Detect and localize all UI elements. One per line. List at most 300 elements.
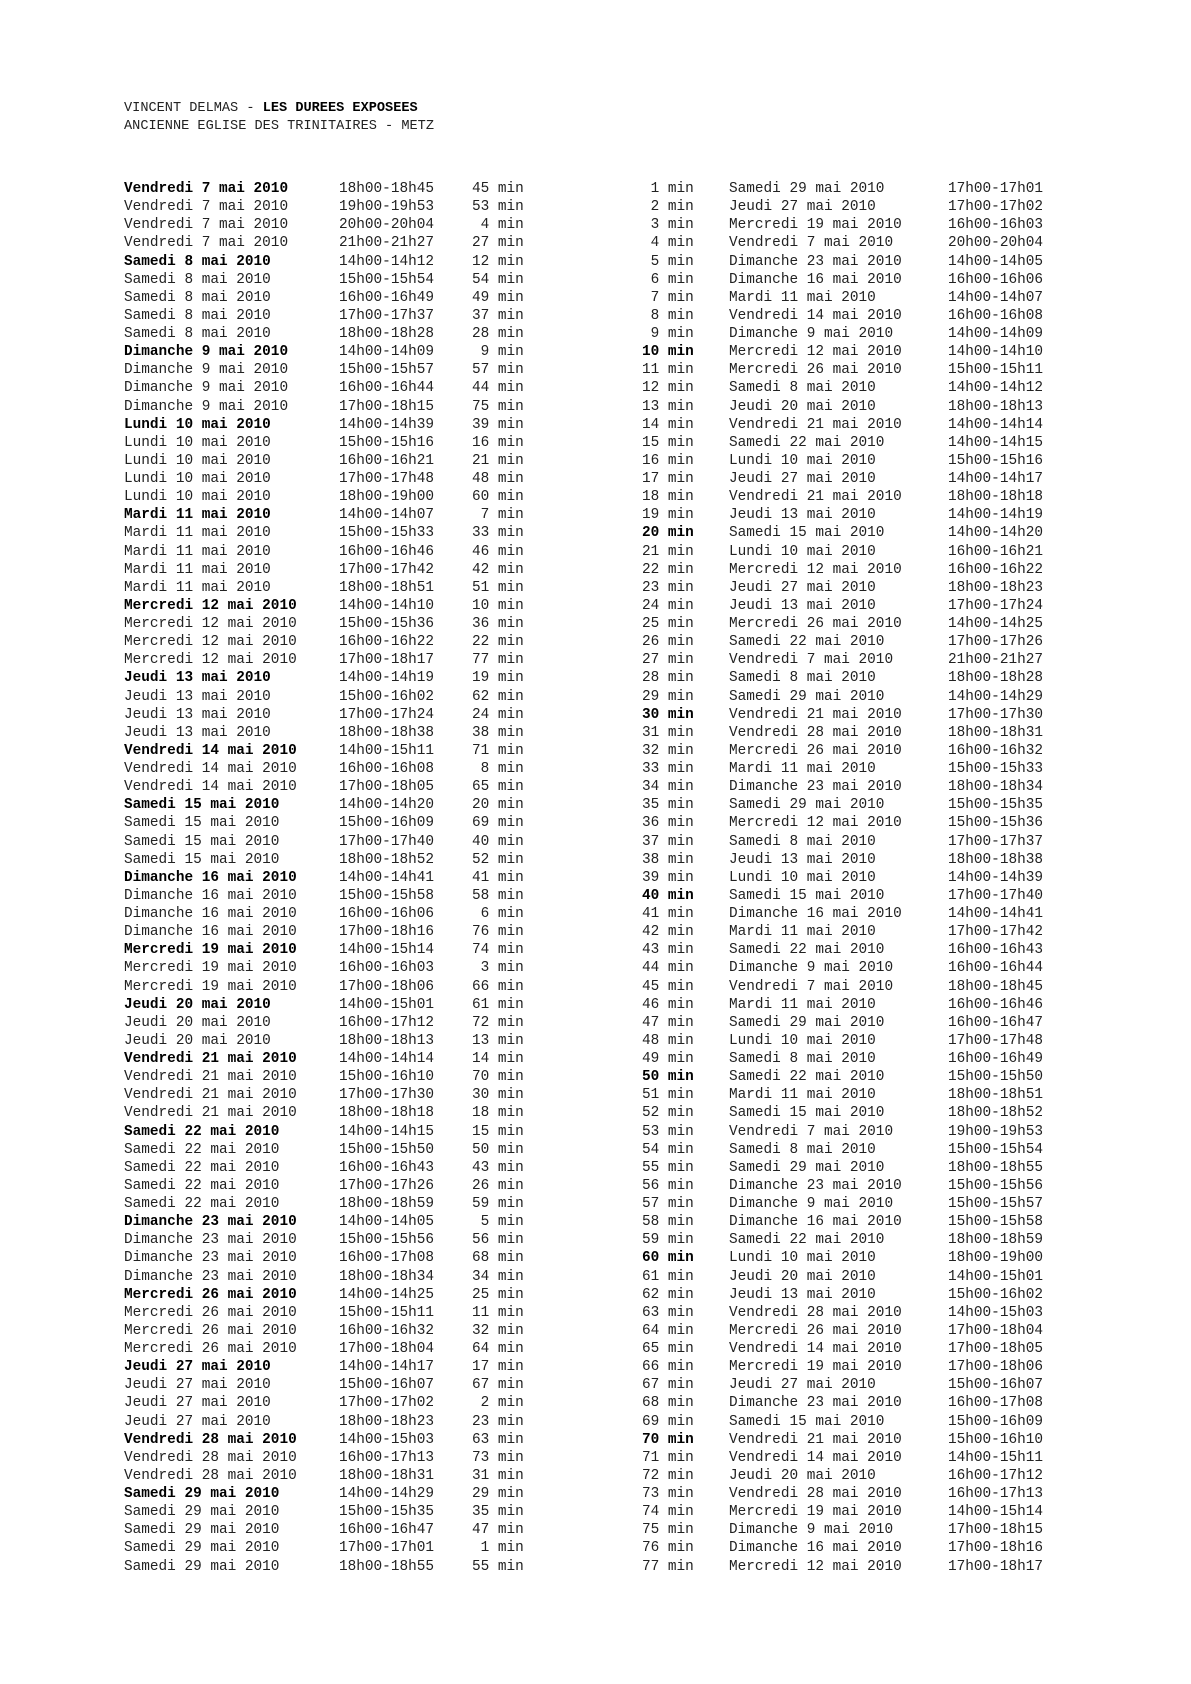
time-slot: 18h00-18h55	[948, 1159, 1043, 1176]
duration-row	[642, 1431, 1062, 1449]
day-label: Vendredi 14 mai 2010	[729, 1449, 902, 1466]
duration-value: 74 min	[642, 1504, 694, 1521]
schedule-row	[124, 253, 544, 271]
duration-value: 29 min	[642, 688, 694, 705]
duration-value: 58 min	[642, 1214, 694, 1231]
time-slot: 17h00-18h17	[339, 652, 434, 669]
day-label: Lundi 10 mai 2010	[124, 416, 271, 433]
time-slot: 18h00-19h00	[948, 1250, 1043, 1267]
time-slot: 17h00-17h02	[948, 199, 1043, 216]
time-slot: 14h00-14h07	[339, 507, 434, 524]
time-slot: 18h00-18h59	[948, 1232, 1043, 1249]
duration-value: 31 min	[642, 724, 694, 741]
duration-value: 47 min	[472, 1522, 524, 1539]
duration-row	[642, 434, 1062, 452]
time-slot: 14h00-14h10	[339, 597, 434, 614]
schedule-row	[124, 216, 544, 234]
duration-value: 59 min	[472, 1196, 524, 1212]
day-label: Jeudi 27 mai 2010	[729, 199, 876, 216]
duration-value: 43 min	[642, 942, 694, 959]
day-label: Mercredi 19 mai 2010	[729, 1504, 902, 1521]
day-label: Jeudi 20 mai 2010	[124, 1032, 271, 1049]
duration-row	[642, 198, 1062, 216]
duration-value: 69 min	[472, 815, 524, 832]
day-label: Samedi 22 mai 2010	[124, 1159, 280, 1176]
duration-row	[642, 307, 1062, 325]
schedule-row	[124, 1195, 544, 1213]
day-label: Lundi 10 mai 2010	[124, 452, 271, 469]
duration-value: 63 min	[642, 1304, 694, 1321]
duration-row	[642, 343, 1062, 361]
duration-row	[642, 633, 1062, 651]
duration-row	[642, 941, 1062, 959]
time-slot: 18h00-19h00	[339, 489, 434, 506]
day-label: Vendredi 14 mai 2010	[124, 742, 297, 759]
time-slot: 18h00-18h51	[948, 1087, 1043, 1104]
day-label: Samedi 8 mai 2010	[729, 1051, 876, 1067]
day-label: Dimanche 9 mai 2010	[729, 326, 894, 342]
schedule-row	[124, 506, 544, 524]
time-slot: 17h00-17h42	[339, 561, 434, 578]
day-label: Mercredi 19 mai 2010	[124, 960, 297, 977]
day-label: Vendredi 21 mai 2010	[124, 1069, 297, 1086]
day-label: Samedi 8 mai 2010	[729, 1141, 876, 1158]
duration-value: 39 min	[642, 869, 694, 886]
day-label: Dimanche 9 mai 2010	[729, 960, 894, 977]
duration-value: 18 min	[642, 489, 694, 506]
time-slot: 16h00-16h03	[948, 217, 1043, 234]
schedule-row	[124, 778, 544, 796]
duration-value: 10 min	[472, 597, 524, 614]
duration-value: 56 min	[472, 1232, 524, 1249]
time-slot: 17h00-17h01	[948, 181, 1043, 197]
duration-value: 74 min	[472, 942, 524, 959]
duration-row	[642, 325, 1062, 343]
duration-value: 24 min	[642, 597, 694, 614]
duration-value: 45 min	[472, 181, 524, 197]
day-label: Mardi 11 mai 2010	[124, 543, 271, 560]
duration-value: 61 min	[472, 996, 524, 1013]
duration-value: 35 min	[472, 1504, 524, 1521]
day-label: Dimanche 23 mai 2010	[729, 1177, 902, 1194]
day-label: Samedi 29 mai 2010	[124, 1522, 280, 1539]
day-label: Dimanche 16 mai 2010	[124, 887, 297, 904]
day-label: Samedi 29 mai 2010	[729, 1014, 885, 1031]
time-slot: 18h00-18h28	[948, 670, 1043, 687]
duration-value: 8 min	[472, 761, 524, 777]
time-slot: 14h00-15h14	[948, 1504, 1043, 1521]
day-label: Samedi 22 mai 2010	[729, 1232, 885, 1249]
duration-value: 66 min	[472, 978, 524, 995]
time-slot: 17h00-18h16	[948, 1540, 1043, 1557]
duration-value: 2 min	[642, 199, 694, 216]
duration-row	[642, 1050, 1062, 1068]
time-slot: 16h00-17h12	[948, 1467, 1043, 1484]
duration-value: 27 min	[642, 652, 694, 669]
time-slot: 18h00-18h28	[339, 326, 434, 342]
duration-value: 57 min	[472, 362, 524, 379]
time-slot: 18h00-18h38	[948, 851, 1043, 868]
duration-row	[642, 833, 1062, 851]
duration-value: 73 min	[472, 1449, 524, 1466]
duration-value: 14 min	[642, 416, 694, 433]
day-label: Dimanche 9 mai 2010	[124, 362, 289, 379]
time-slot: 15h00-15h56	[339, 1232, 434, 1249]
time-slot: 15h00-16h09	[948, 1413, 1043, 1430]
time-slot: 17h00-18h17	[948, 1558, 1043, 1575]
time-slot: 17h00-17h48	[948, 1032, 1043, 1049]
day-label: Samedi 22 mai 2010	[729, 1069, 885, 1086]
time-slot: 18h00-18h34	[948, 779, 1043, 796]
day-label: Mercredi 26 mai 2010	[729, 616, 902, 632]
duration-row	[642, 959, 1062, 977]
duration-row	[642, 452, 1062, 470]
day-label: Mercredi 26 mai 2010	[124, 1304, 297, 1321]
duration-value: 1 min	[472, 1540, 524, 1557]
schedule-row	[124, 597, 544, 615]
duration-row	[642, 1249, 1062, 1267]
duration-value: 15 min	[642, 434, 694, 451]
duration-value: 10 min	[642, 344, 694, 361]
day-label: Dimanche 16 mai 2010	[124, 924, 297, 941]
time-slot: 17h00-18h16	[339, 924, 434, 941]
schedule-row	[124, 1521, 544, 1539]
duration-value: 54 min	[472, 271, 524, 288]
duration-row	[642, 1539, 1062, 1557]
time-slot: 16h00-17h13	[339, 1449, 434, 1466]
duration-row	[642, 978, 1062, 996]
time-slot: 16h00-16h32	[339, 1322, 434, 1339]
schedule-row	[124, 1086, 544, 1104]
duration-row	[642, 1304, 1062, 1322]
day-label: Samedi 15 mai 2010	[729, 525, 885, 542]
duration-value: 50 min	[472, 1141, 524, 1158]
duration-value: 57 min	[642, 1196, 694, 1212]
day-label: Mardi 11 mai 2010	[729, 761, 876, 777]
day-label: Vendredi 28 mai 2010	[729, 724, 902, 741]
schedule-row	[124, 1268, 544, 1286]
schedule-row	[124, 289, 544, 307]
time-slot: 17h00-18h06	[948, 1359, 1043, 1376]
duration-value: 13 min	[472, 1032, 524, 1049]
day-label: Lundi 10 mai 2010	[729, 452, 876, 469]
duration-row	[642, 1286, 1062, 1304]
duration-value: 22 min	[642, 561, 694, 578]
time-slot: 18h00-18h31	[339, 1467, 434, 1484]
time-slot: 17h00-17h01	[339, 1540, 434, 1557]
day-label: Jeudi 27 mai 2010	[124, 1359, 271, 1376]
duration-value: 73 min	[642, 1486, 694, 1502]
duration-value: 15 min	[472, 1123, 524, 1140]
day-label: Vendredi 28 mai 2010	[124, 1467, 297, 1484]
day-label: Samedi 15 mai 2010	[729, 887, 885, 904]
venue-line: ANCIENNE EGLISE DES TRINITAIRES - METZ	[124, 119, 434, 134]
duration-row	[642, 1413, 1062, 1431]
time-slot: 20h00-20h04	[948, 235, 1043, 252]
day-label: Vendredi 7 mai 2010	[124, 199, 289, 216]
day-label: Mercredi 12 mai 2010	[124, 652, 297, 669]
schedule-row	[124, 579, 544, 597]
schedule-row	[124, 1141, 544, 1159]
duration-row	[642, 543, 1062, 561]
day-label: Vendredi 14 mai 2010	[729, 307, 902, 324]
day-label: Mercredi 19 mai 2010	[729, 1359, 902, 1376]
schedule-row	[124, 180, 544, 198]
duration-row	[642, 180, 1062, 198]
duration-value: 48 min	[642, 1032, 694, 1049]
duration-value: 32 min	[642, 742, 694, 759]
day-label: Jeudi 13 mai 2010	[124, 688, 271, 705]
day-label: Vendredi 7 mai 2010	[729, 978, 894, 995]
duration-value: 34 min	[472, 1268, 524, 1285]
duration-value: 60 min	[642, 1250, 694, 1267]
time-slot: 17h00-17h24	[948, 597, 1043, 614]
day-label: Samedi 8 mai 2010	[729, 380, 876, 397]
time-slot: 16h00-17h12	[339, 1014, 434, 1031]
time-slot: 17h00-17h26	[339, 1177, 434, 1194]
time-slot: 16h00-16h08	[339, 761, 434, 777]
exhibition-title: LES DUREES EXPOSEES	[262, 101, 418, 116]
duration-row	[642, 1195, 1062, 1213]
day-label: Dimanche 16 mai 2010	[729, 906, 902, 922]
day-label: Mardi 11 mai 2010	[124, 507, 271, 524]
schedule-row	[124, 796, 544, 814]
duration-value: 9 min	[472, 344, 524, 361]
duration-value: 37 min	[642, 833, 694, 850]
day-label: Samedi 29 mai 2010	[124, 1540, 280, 1557]
duration-value: 9 min	[642, 326, 694, 342]
duration-value: 17 min	[472, 1359, 524, 1376]
time-slot: 18h00-18h18	[948, 489, 1043, 506]
time-slot: 18h00-18h23	[948, 579, 1043, 596]
duration-row	[642, 669, 1062, 687]
duration-value: 40 min	[642, 887, 694, 904]
duration-value: 20 min	[472, 797, 524, 814]
day-label: Samedi 22 mai 2010	[124, 1177, 280, 1194]
duration-row	[642, 1376, 1062, 1394]
day-label: Vendredi 21 mai 2010	[124, 1105, 297, 1122]
time-slot: 16h00-16h49	[948, 1051, 1043, 1067]
duration-value: 44 min	[472, 380, 524, 397]
day-label: Vendredi 7 mai 2010	[729, 1123, 894, 1140]
duration-value: 36 min	[472, 616, 524, 632]
schedule-row	[124, 851, 544, 869]
duration-row	[642, 814, 1062, 832]
day-label: Vendredi 14 mai 2010	[729, 1341, 902, 1357]
schedule-row	[124, 941, 544, 959]
schedule-row	[124, 1159, 544, 1177]
duration-row	[642, 1268, 1062, 1286]
schedule-row	[124, 1304, 544, 1322]
day-label: Mercredi 26 mai 2010	[729, 1322, 902, 1339]
duration-value: 76 min	[472, 924, 524, 941]
time-slot: 14h00-15h03	[339, 1431, 434, 1448]
time-slot: 15h00-15h11	[339, 1304, 434, 1321]
duration-row	[642, 887, 1062, 905]
time-slot: 14h00-14h09	[948, 326, 1043, 342]
schedule-row	[124, 742, 544, 760]
day-label: Vendredi 7 mai 2010	[124, 181, 289, 197]
time-slot: 17h00-18h04	[948, 1322, 1043, 1339]
time-slot: 14h00-14h41	[948, 906, 1043, 922]
duration-value: 34 min	[642, 779, 694, 796]
day-label: Samedi 22 mai 2010	[729, 634, 885, 651]
duration-value: 26 min	[472, 1177, 524, 1194]
duration-row	[642, 651, 1062, 669]
day-label: Jeudi 20 mai 2010	[124, 1014, 271, 1031]
time-slot: 18h00-18h38	[339, 724, 434, 741]
duration-row	[642, 1123, 1062, 1141]
duration-value: 4 min	[642, 235, 694, 252]
time-slot: 19h00-19h53	[948, 1123, 1043, 1140]
duration-value: 45 min	[642, 978, 694, 995]
time-slot: 15h00-15h16	[948, 452, 1043, 469]
day-label: Samedi 15 mai 2010	[124, 815, 280, 832]
duration-value: 49 min	[642, 1051, 694, 1067]
duration-value: 23 min	[642, 579, 694, 596]
day-label: Mardi 11 mai 2010	[729, 996, 876, 1013]
day-label: Mercredi 26 mai 2010	[729, 742, 902, 759]
schedule-row	[124, 1376, 544, 1394]
duration-value: 25 min	[472, 1286, 524, 1303]
day-label: Mercredi 19 mai 2010	[124, 942, 297, 959]
day-label: Dimanche 23 mai 2010	[124, 1250, 297, 1267]
duration-value: 21 min	[472, 452, 524, 469]
duration-value: 3 min	[642, 217, 694, 234]
time-slot: 14h00-14h17	[339, 1359, 434, 1376]
duration-value: 7 min	[472, 507, 524, 524]
duration-value: 52 min	[642, 1105, 694, 1122]
time-slot: 17h00-17h37	[948, 833, 1043, 850]
duration-value: 77 min	[472, 652, 524, 669]
day-label: Vendredi 28 mai 2010	[124, 1431, 297, 1448]
time-slot: 15h00-15h57	[339, 362, 434, 379]
schedule-row	[124, 1503, 544, 1521]
time-slot: 14h00-14h09	[339, 344, 434, 361]
duration-value: 70 min	[472, 1069, 524, 1086]
duration-value: 3 min	[472, 960, 524, 977]
time-slot: 17h00-18h05	[948, 1341, 1043, 1357]
day-label: Vendredi 7 mai 2010	[124, 235, 289, 252]
schedule-row	[124, 1014, 544, 1032]
duration-value: 59 min	[642, 1232, 694, 1249]
day-label: Samedi 8 mai 2010	[124, 289, 271, 306]
duration-row	[642, 923, 1062, 941]
schedule-row	[124, 1249, 544, 1267]
day-label: Samedi 15 mai 2010	[729, 1413, 885, 1430]
duration-value: 46 min	[642, 996, 694, 1013]
day-label: Mercredi 26 mai 2010	[124, 1322, 297, 1339]
day-label: Samedi 8 mai 2010	[124, 271, 271, 288]
time-slot: 18h00-18h18	[339, 1105, 434, 1122]
duration-row	[642, 996, 1062, 1014]
time-slot: 14h00-14h15	[339, 1123, 434, 1140]
duration-value: 5 min	[472, 1214, 524, 1231]
time-slot: 18h00-18h55	[339, 1558, 434, 1575]
duration-row	[642, 851, 1062, 869]
duration-value: 14 min	[472, 1051, 524, 1067]
time-slot: 18h00-18h59	[339, 1196, 434, 1212]
time-slot: 16h00-16h06	[948, 271, 1043, 288]
day-label: Vendredi 7 mai 2010	[729, 652, 894, 669]
duration-value: 38 min	[472, 724, 524, 741]
schedule-row	[124, 1539, 544, 1557]
duration-value: 20 min	[642, 525, 694, 542]
duration-value: 49 min	[472, 289, 524, 306]
duration-value: 52 min	[472, 851, 524, 868]
day-label: Mercredi 12 mai 2010	[124, 597, 297, 614]
schedule-row	[124, 198, 544, 216]
time-slot: 16h00-16h46	[948, 996, 1043, 1013]
time-slot: 16h00-16h03	[339, 960, 434, 977]
duration-value: 42 min	[472, 561, 524, 578]
duration-value: 25 min	[642, 616, 694, 632]
schedule-row	[124, 234, 544, 252]
time-slot: 14h00-14h25	[948, 616, 1043, 632]
day-label: Jeudi 27 mai 2010	[124, 1395, 271, 1412]
schedule-row	[124, 434, 544, 452]
duration-value: 43 min	[472, 1159, 524, 1176]
duration-value: 16 min	[472, 434, 524, 451]
day-label: Mercredi 12 mai 2010	[729, 344, 902, 361]
day-label: Lundi 10 mai 2010	[124, 471, 271, 487]
schedule-row	[124, 814, 544, 832]
day-label: Vendredi 21 mai 2010	[729, 489, 902, 506]
time-slot: 15h00-16h10	[948, 1431, 1043, 1448]
schedule-row	[124, 760, 544, 778]
schedule-row	[124, 1177, 544, 1195]
day-label: Dimanche 16 mai 2010	[729, 1214, 902, 1231]
day-label: Dimanche 23 mai 2010	[124, 1232, 297, 1249]
day-label: Mercredi 12 mai 2010	[729, 1558, 902, 1575]
time-slot: 17h00-17h02	[339, 1395, 434, 1412]
schedule-row	[124, 561, 544, 579]
duration-row	[642, 760, 1062, 778]
schedule-row	[124, 996, 544, 1014]
duration-value: 29 min	[472, 1486, 524, 1502]
day-label: Samedi 22 mai 2010	[729, 942, 885, 959]
day-label: Samedi 22 mai 2010	[124, 1196, 280, 1212]
duration-value: 65 min	[642, 1341, 694, 1357]
author-name: VINCENT DELMAS -	[124, 101, 263, 116]
day-label: Vendredi 21 mai 2010	[124, 1051, 297, 1067]
duration-row	[642, 289, 1062, 307]
day-label: Dimanche 9 mai 2010	[124, 398, 289, 415]
time-slot: 16h00-16h32	[948, 742, 1043, 759]
time-slot: 14h00-14h20	[948, 525, 1043, 542]
time-slot: 14h00-14h07	[948, 289, 1043, 306]
time-slot: 14h00-15h01	[339, 996, 434, 1013]
day-label: Jeudi 13 mai 2010	[729, 1286, 876, 1303]
day-label: Samedi 8 mai 2010	[124, 253, 271, 270]
time-slot: 17h00-18h15	[339, 398, 434, 415]
day-label: Lundi 10 mai 2010	[729, 869, 876, 886]
schedule-row	[124, 1032, 544, 1050]
day-label: Jeudi 27 mai 2010	[729, 471, 876, 487]
day-label: Vendredi 7 mai 2010	[729, 235, 894, 252]
duration-row	[642, 742, 1062, 760]
duration-row	[642, 1177, 1062, 1195]
duration-row	[642, 1322, 1062, 1340]
duration-value: 28 min	[642, 670, 694, 687]
duration-row	[642, 561, 1062, 579]
time-slot: 14h00-14h15	[948, 434, 1043, 451]
day-label: Dimanche 23 mai 2010	[729, 1395, 902, 1412]
day-label: Samedi 22 mai 2010	[124, 1123, 280, 1140]
duration-row	[642, 1467, 1062, 1485]
schedule-row	[124, 1394, 544, 1412]
schedule-row	[124, 1340, 544, 1358]
